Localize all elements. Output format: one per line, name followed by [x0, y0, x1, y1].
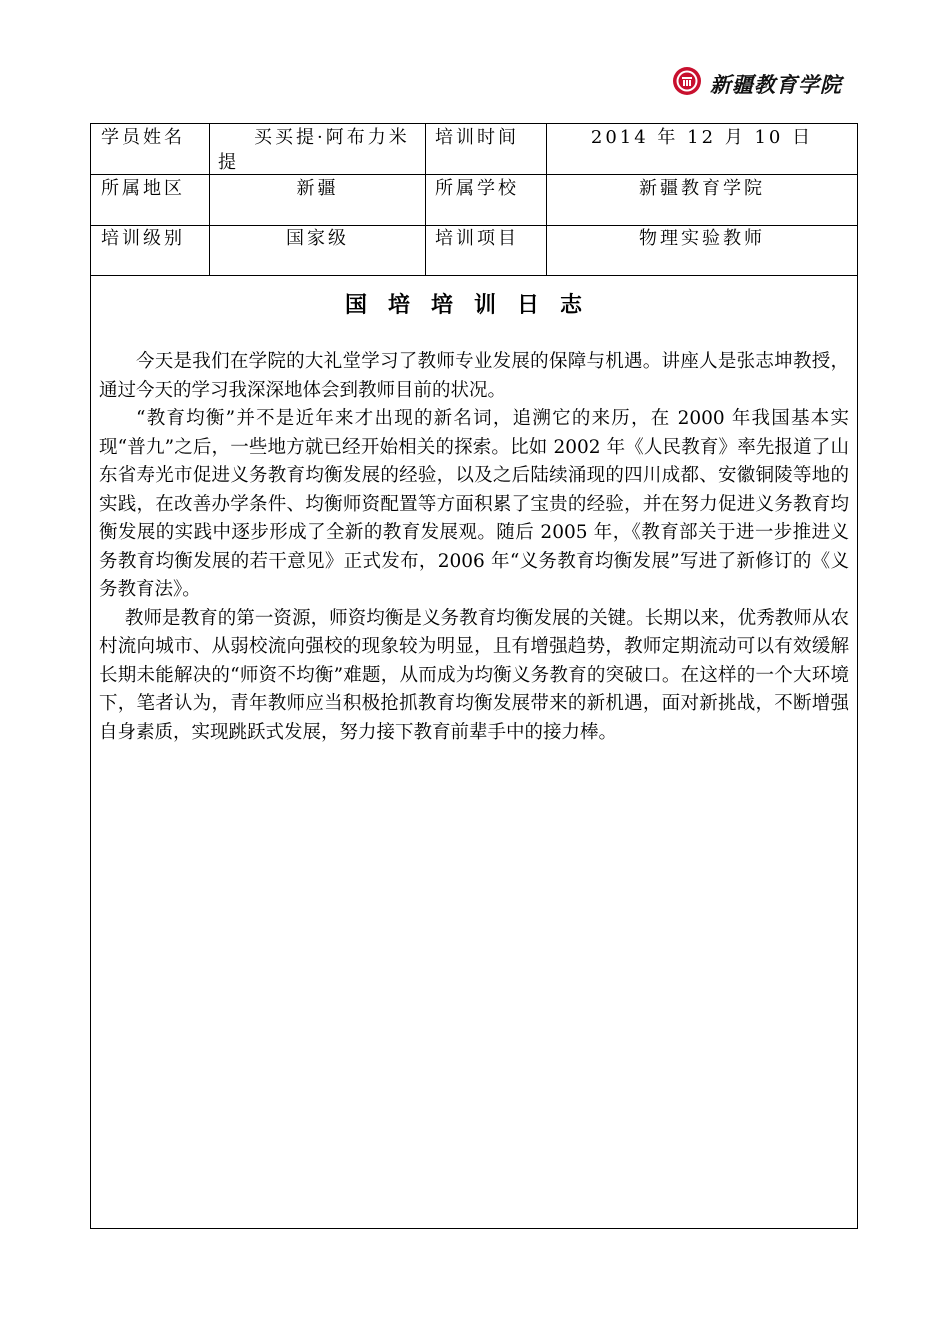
- form-row-name-time: [91, 124, 857, 175]
- college-seal-icon: [672, 66, 702, 96]
- log-paragraph: “教育均衡”并不是近年来才出现的新名词，追溯它的来历，在 2000 年我国基本实现“普九”之后，一些地方就已经开始相关的探索。比如 2002 年《人民教育》率先报道了山东省寿光市促进义务教育均衡发展的经验，以及之后陆续涌现的四川成都、安徽铜陵等地的实践，在改善办学条件、均衡师资配置等方面积累了宝贵的经验，并在努力促进义务教育均衡发展的实践中逐步形成了全新的教育发展观。随后 2005 年，《教育部关于进一步推进义务教育均衡发展的若干意见》正式发布，2006 年“义务教育均衡发展”写进了新修订的《义务教育法》。: [99, 408, 849, 600]
- label-region: 所属地区: [91, 175, 210, 225]
- form-row-level-project: [91, 225, 857, 276]
- logo-text: 新疆教育学院: [710, 72, 842, 97]
- label-student-name: 学员姓名: [91, 124, 210, 174]
- value-student-name: 买买提·阿布力米提: [210, 124, 426, 174]
- label-school: 所属学校: [426, 175, 547, 225]
- header-logo: [672, 66, 872, 100]
- label-training-project: 培训项目: [426, 225, 547, 275]
- training-log-form: [90, 123, 858, 1229]
- form-row-region-school: [91, 175, 857, 226]
- value-region: 新疆: [210, 175, 426, 225]
- label-training-level: 培训级别: [91, 225, 210, 275]
- value-training-time: 2014 年 12 月 10 日: [590, 127, 814, 148]
- log-title: 国培培训日志: [344, 292, 603, 318]
- value-training-level: 国家级: [210, 225, 426, 275]
- log-paragraph: 今天是我们在学院的大礼堂学习了教师专业发展的保障与机遇。讲座人是张志坤教授，通过今天的学习我深深地体会到教师目前的状况。: [99, 351, 849, 401]
- label-training-time: 培训时间: [426, 124, 547, 174]
- log-paragraph: 教师是教育的第一资源，师资均衡是义务教育均衡发展的关键。长期以来，优秀教师从农村流向城市、从弱校流向强校的现象较为明显，且有增强趋势，教师定期流动可以有效缓解长期未能解决的“师资不均衡”难题，从而成为均衡义务教育的突破口。在这样的一个大环境下，笔者认为，青年教师应当积极抢抓教育均衡发展带来的新机遇，面对新挑战，不断增强自身素质，实现跳跃式发展，努力接下教育前辈手中的接力棒。: [99, 607, 849, 743]
- log-body: [99, 348, 849, 747]
- value-school: 新疆教育学院: [639, 178, 765, 199]
- value-training-project: 物理实验教师: [639, 228, 765, 249]
